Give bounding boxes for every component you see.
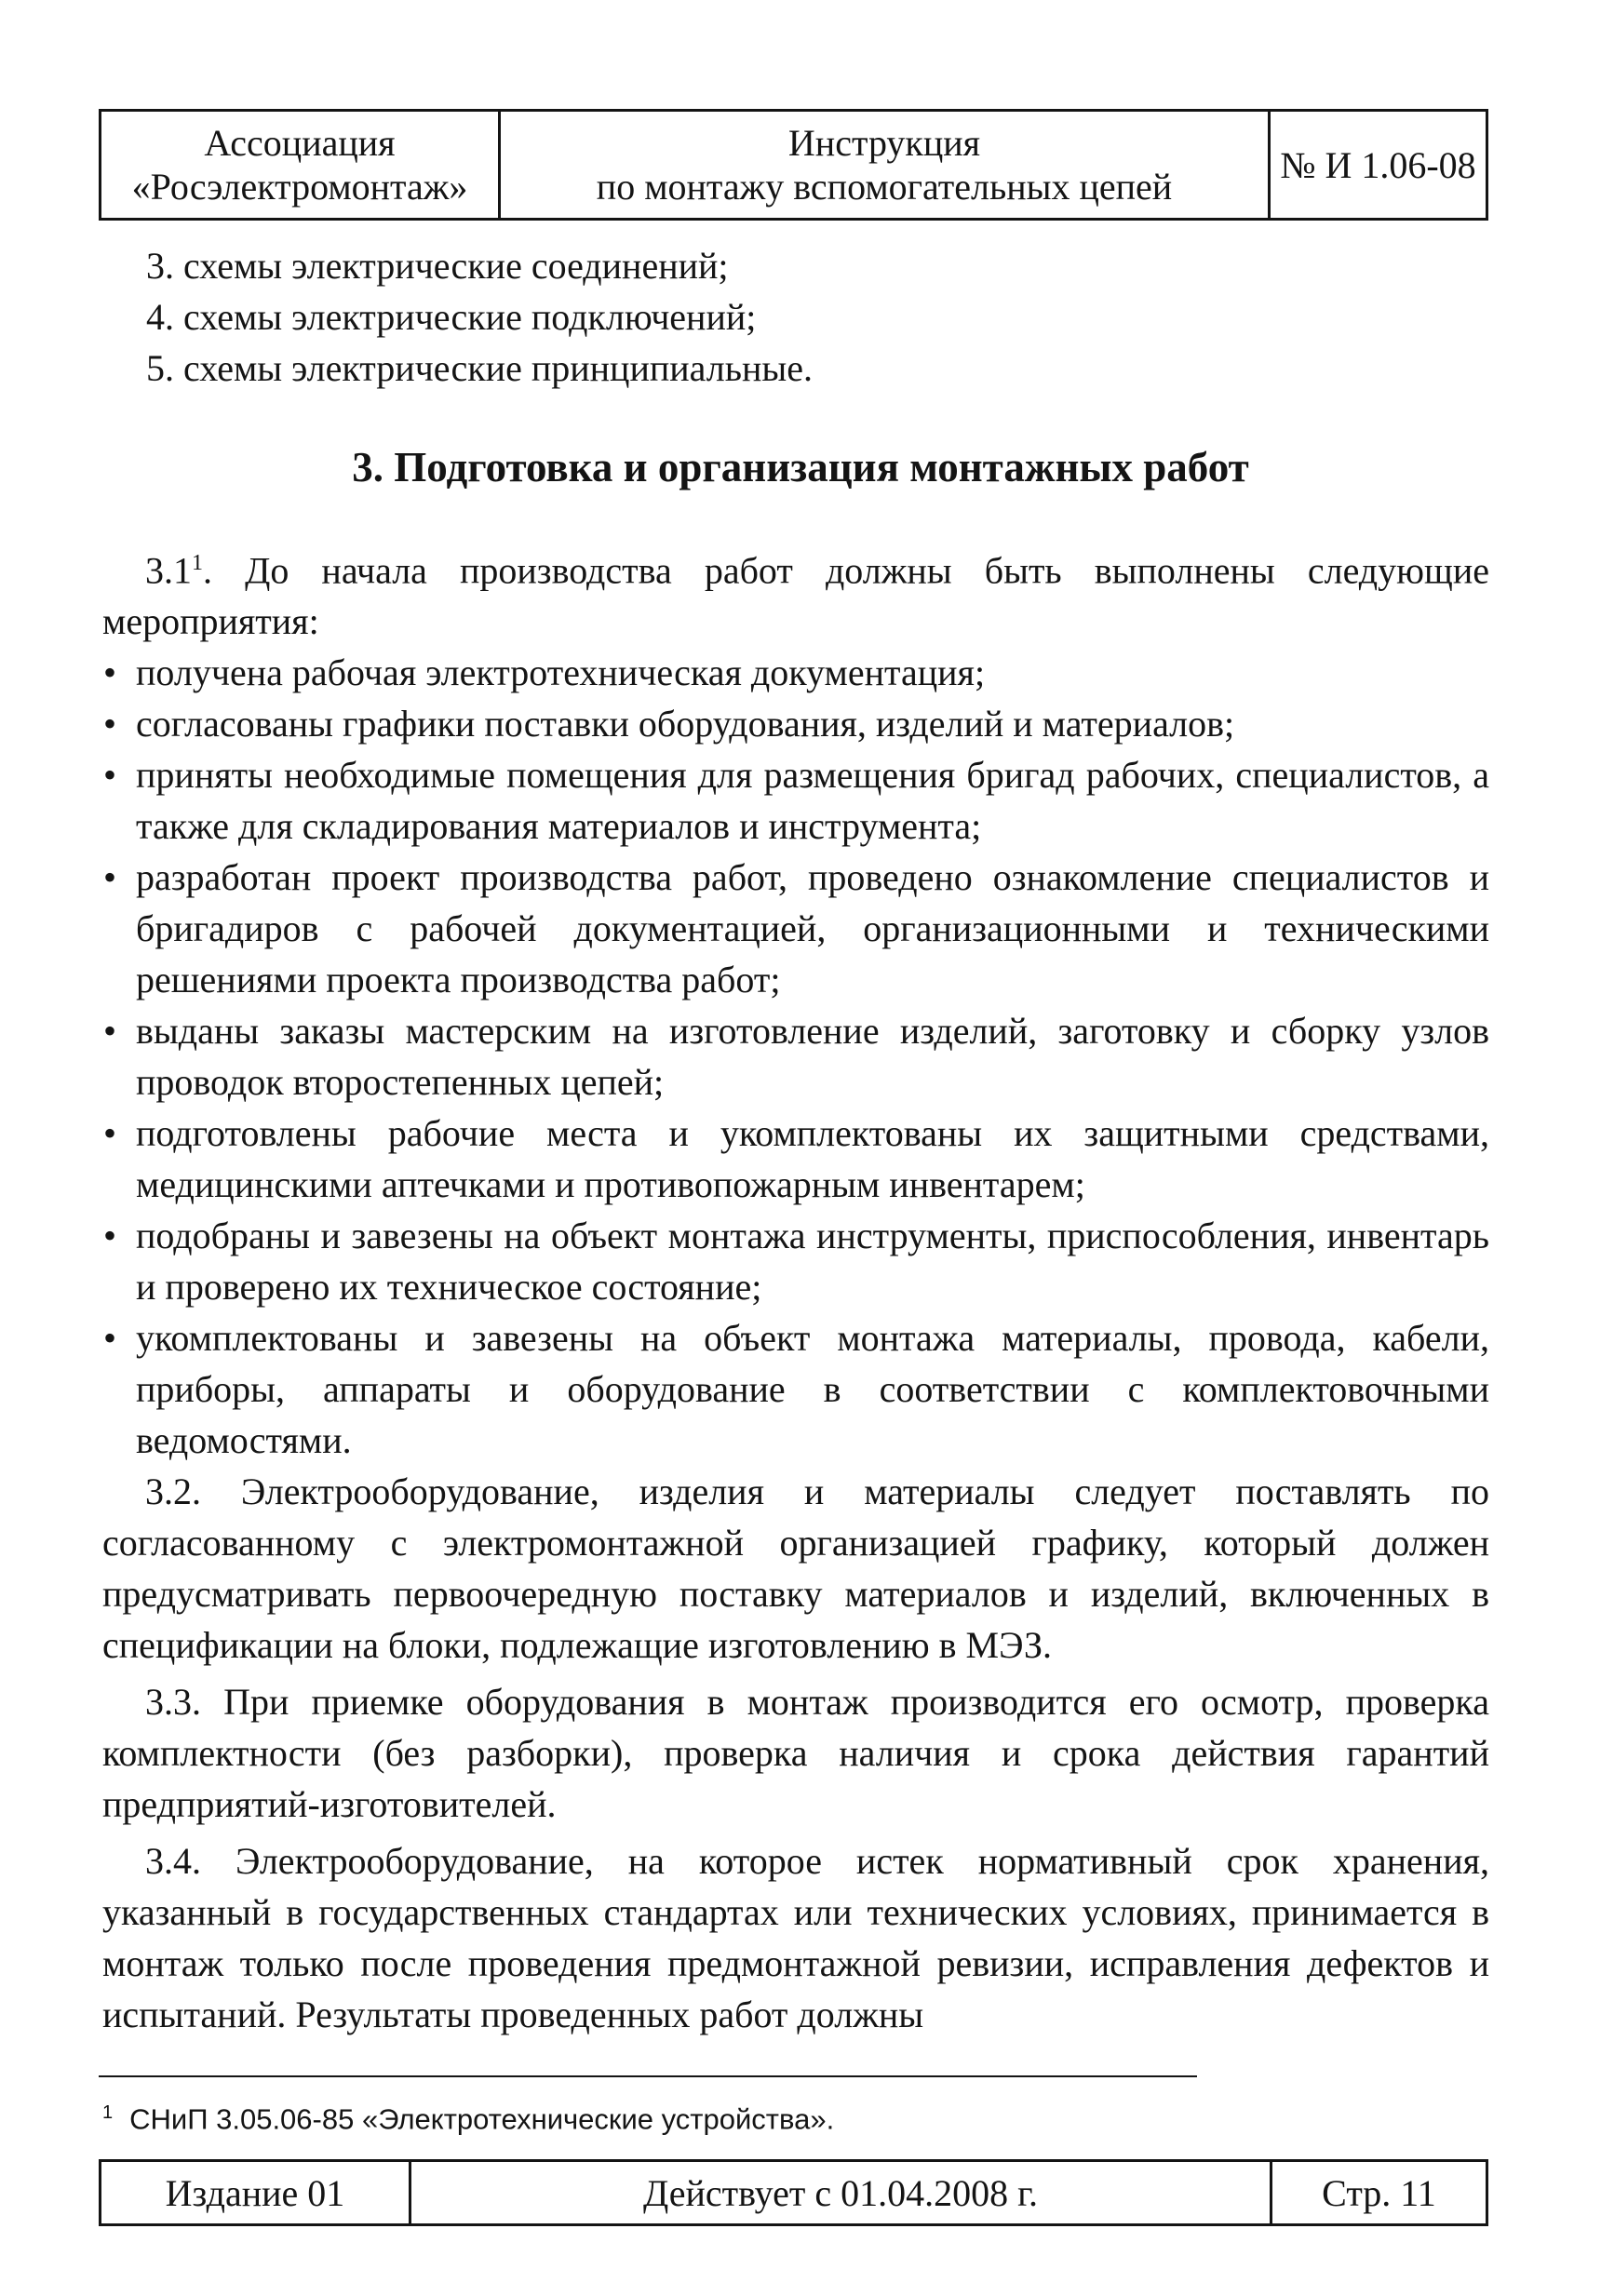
bullet-text: приняты необходимые помещения для размещения бригад рабочих, специалистов, а также для складирования материалов и инструмента; [136, 754, 1489, 848]
list-item: 3. схемы электрические соединений; [146, 245, 729, 287]
bullet-item [102, 647, 1489, 698]
bullet-item [102, 698, 1489, 749]
bullet-item [102, 1005, 1489, 1108]
footnote-mark: 1 [102, 2102, 114, 2123]
footer-edition: Издание 01 [165, 2171, 345, 2214]
bullet-item [102, 1312, 1489, 1466]
paragraph-3-3: 3.3. При приемке оборудования в монтаж производится его осмотр, проверка комплектности (без разборки), проверка наличия и срока действия гарантий предприятий-изготовителей. [102, 1681, 1489, 1826]
footer-page-number: Стр. 11 [1322, 2171, 1436, 2214]
header-doc-line2: по монтажу вспомогательных цепей [596, 166, 1173, 208]
header-doc-number: № И 1.06-08 [1280, 143, 1476, 186]
bullet-text: подготовлены рабочие места и укомплектованы их защитными средствами, медицинскими аптечками и противопожарным инвентарем; [136, 1112, 1489, 1206]
header-org-line2: «Росэлектромонтаж» [131, 166, 468, 208]
document-header-table [99, 109, 1488, 221]
bullet-text: подобраны и завезены на объект монтажа инструменты, приспособления, инвентарь и проверено их техническое состояние; [136, 1215, 1489, 1309]
bullet-text: получена рабочая электротехническая документация; [136, 651, 986, 694]
footnote [102, 2094, 834, 2138]
header-doc-number-cell [1271, 112, 1486, 218]
paragraph-3-4: 3.4. Электрооборудование, на которое истек нормативный срок хранения, указанный в государственных стандартах или технических условиях, принимается в монтаж только после проведения предмонтажной ревизии, исправления дефектов и испытаний. Результаты проведенных работ должны [102, 1840, 1489, 2036]
paragraph-3-2: 3.2. Электрооборудование, изделия и материалы следует поставлять по согласованному с электромонтажной организацией графику, который должен предусматривать первоочередную поставку материалов и изделий, включенных в спецификации на блоки, подлежащие изготовлению в МЭЗ. [102, 1470, 1489, 1667]
bullet-text: согласованы графики поставки оборудования, изделий и материалов; [136, 703, 1235, 745]
bullet-text: выданы заказы мастерским на изготовление изделий, заготовку и сборку узлов проводок второстепенных цепей; [136, 1010, 1489, 1104]
section-heading: 3. Подготовка и организация монтажных работ [352, 444, 1249, 490]
footer-effective-date: Действует с 01.04.2008 г. [642, 2171, 1039, 2214]
footnote-separator [99, 2075, 1197, 2077]
bullet-marker: • [103, 651, 117, 694]
header-document-title-cell [501, 112, 1271, 218]
header-doc-line1: Инструкция [787, 122, 981, 164]
bullet-marker: • [103, 1112, 117, 1155]
footer-page-cell [1272, 2162, 1486, 2223]
bullet-marker: • [103, 856, 117, 899]
bullet-marker: • [103, 1010, 117, 1053]
section-body [102, 538, 1489, 2040]
header-org-line1: Ассоциация [204, 122, 396, 164]
footer-edition-cell [101, 2162, 411, 2223]
paragraph-number: 3.1 [145, 549, 192, 592]
footer-effective-date-cell [411, 2162, 1272, 2223]
bullet-item [102, 1210, 1489, 1312]
footnote-reference: 1 [192, 551, 203, 575]
paragraph-text: . До начала производства работ должны быть выполнены следующие мероприятия: [102, 549, 1489, 643]
bullet-marker: • [103, 1317, 117, 1360]
paragraph-3-1 [102, 538, 1489, 647]
footnote-text: СНиП 3.05.06-85 «Электротехнические устройства». [129, 2102, 835, 2136]
bullet-item [102, 852, 1489, 1005]
list-item: 4. схемы электрические подключений; [146, 296, 757, 338]
document-types-list [102, 240, 1489, 394]
bullet-marker: • [103, 703, 117, 745]
bullet-text: укомплектованы и завезены на объект монтажа материалы, провода, кабели, приборы, аппараты и оборудование в соответствии с комплектовочными ведомостями. [136, 1317, 1489, 1462]
bullet-item [102, 749, 1489, 852]
header-organization-cell [101, 112, 501, 218]
list-item: 5. схемы электрические принципиальные. [146, 347, 814, 389]
document-footer-table [99, 2159, 1488, 2226]
bullet-marker: • [103, 754, 117, 797]
bullet-item [102, 1108, 1489, 1210]
preparation-measures-list [102, 647, 1489, 1466]
bullet-text: разработан проект производства работ, проведено ознакомление специалистов и бригадиров с рабочей документацией, организационными и техническими решениями проекта производства работ; [136, 856, 1489, 1001]
bullet-marker: • [103, 1215, 117, 1257]
